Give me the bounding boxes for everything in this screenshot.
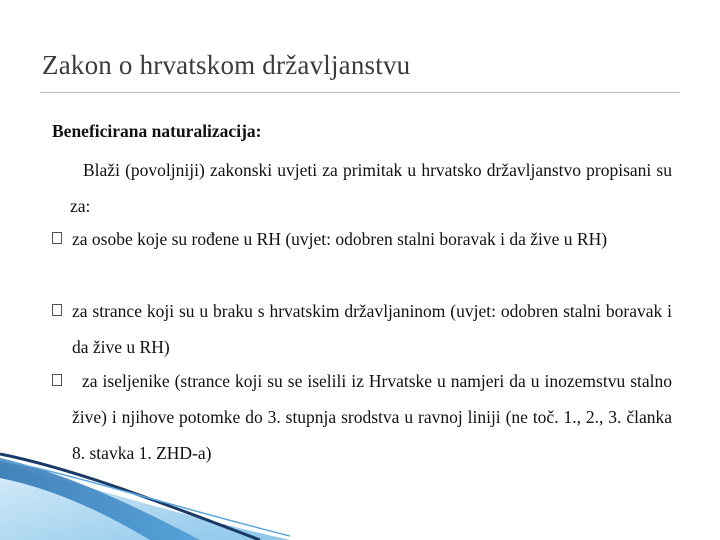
slide-title: Zakon o hrvatskom državljanstvu	[42, 50, 411, 80]
bullet-text: za osobe koje su rođene u RH (uvjet: odobren stalni boravak i da žive u RH)	[72, 229, 608, 249]
title-divider	[40, 92, 680, 93]
checkbox-bullet-icon	[52, 232, 62, 244]
checkbox-bullet-icon	[52, 374, 62, 386]
checkbox-bullet-icon	[52, 304, 62, 316]
section-heading: Beneficirana naturalizacija:	[52, 121, 262, 141]
bullet-text: za iseljenike (strance koji su se iselili iz Hrvatske u namjeri da u inozemstvu stalno žive) i njihove potomke do 3. stupnja srodstva u ravnoj liniji (ne toč. 1., 2., 3. članka 8. stavka 1. ZHD-a)	[72, 371, 672, 463]
bullet-item	[52, 221, 672, 257]
bullet-item	[52, 293, 672, 365]
intro-paragraph: Blaži (povoljniji) zakonski uvjeti za primitak u hrvatsko državljanstvo propisani su za:	[70, 160, 672, 216]
bullet-text: za strance koji su u braku s hrvatskim državljaninom (uvjet: odobren stalni boravak i da žive u RH)	[72, 301, 672, 357]
corner-wave-decoration	[0, 450, 290, 540]
